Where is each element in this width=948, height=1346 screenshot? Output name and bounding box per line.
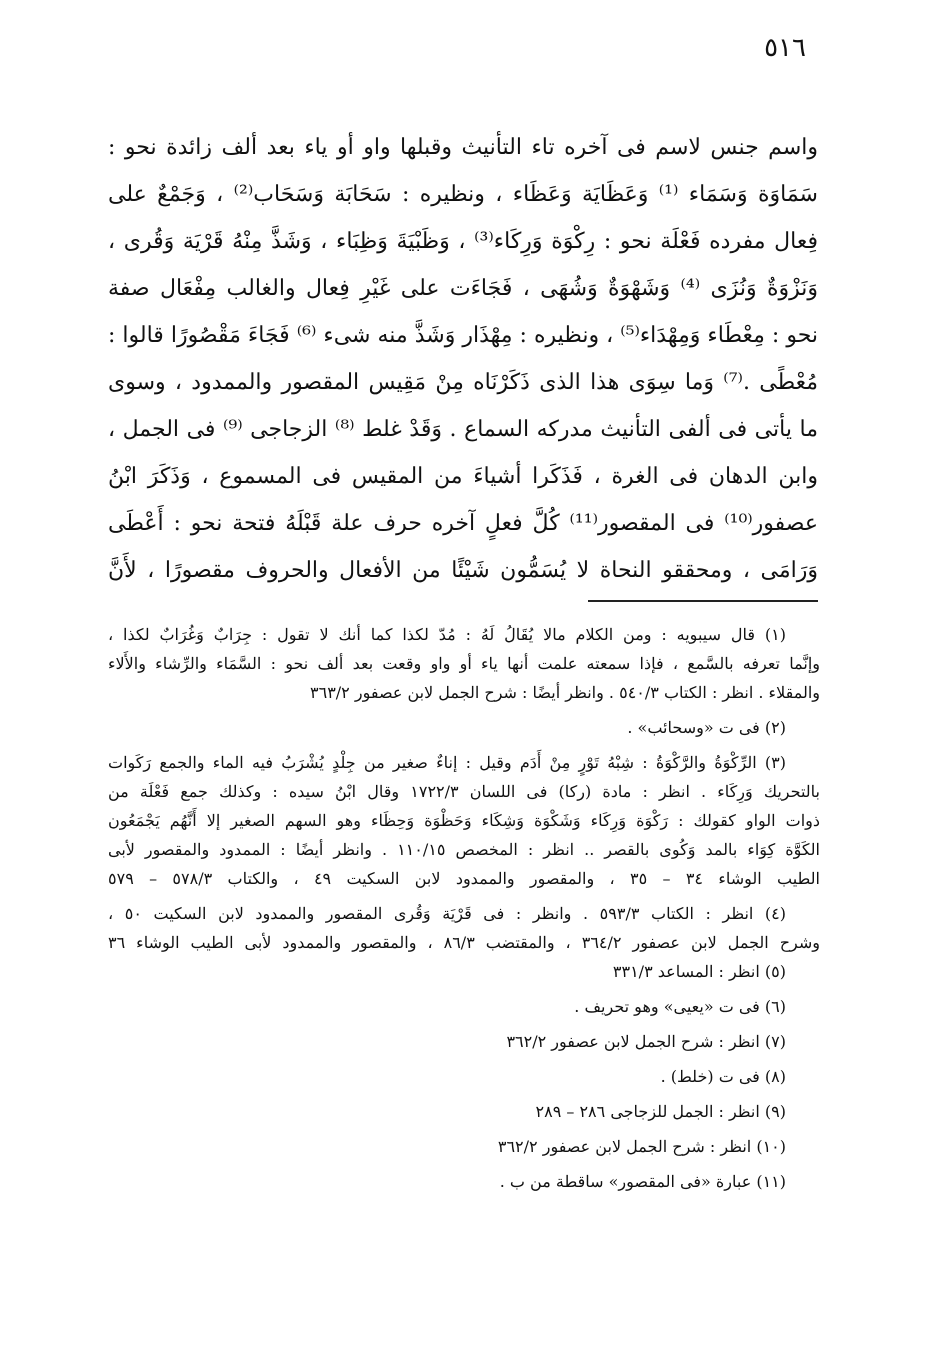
footnote-line: والمقلاء . انظر : الكتاب ٥٤٠/٣ . وانظر أيضًا : شرح الجمل لابن عصفور ٣٦٣/٢ [310, 683, 820, 702]
main-text [108, 124, 818, 594]
main-text-line: وَرَامَى ، ومحققو النحاة لا يُسَمُّون شَيْئًا من الأفعال والحروف مقصورًا ، لأَنَّ [108, 558, 818, 583]
footnote-1 [108, 620, 820, 707]
footnote-line: ذوات الواو كقولك : رَكْوَة وَرِكَاء وَشَكْوَة وَشِكَاء وَحَظْوَة وَحِظَاء وهو السهم الصغير إلا أَنَّهُم يَجْمَعُون [108, 811, 820, 830]
footnote-line: وإنَّما تعرفه بالسَّمع ، فإذا سمعته علمت أنها ياء أو واو وقعت بعد ألف نحو : السَّمَاء والرِّشاء والأَلاء [108, 654, 820, 673]
main-text-line: واسم جنس لاسم فى آخره تاء التأنيث وقبلها واو أو ياء بعد ألف زائدة نحو : [108, 135, 818, 160]
footnote-3 [108, 748, 820, 893]
footnote-line: (١) قال سيبويه : ومن الكلام مالا يُقَالُ لَهُ : مُدّ لكذا كما أنك لا تقول : جِرَابٌ وَغُرَابٌ لكذا ، [108, 625, 786, 644]
footnote-line: بالتحريك وَرِكَاء . انظر : مادة (ركا) فى اللسان ١٧٢٢/٣ وقال ابْنُ سيده : وكذلك جمع فَعْلَة من [108, 782, 820, 801]
footnote-7 [108, 1027, 820, 1056]
main-text-line: عصفور⁽¹⁰⁾ فى المقصور⁽¹¹⁾ كُلَّ فعلٍ آخره حرف علة قَبْلَهُ فتحة نحو : أَعْطَى [108, 511, 818, 536]
footnote-11 [108, 1167, 820, 1196]
main-text-line: مُعْطًى .⁽⁷⁾ وَما سِوَى هذا الذى ذَكَرْنَاه مِنْ مَقِيس المقصور والممدود ، وسوى [108, 370, 818, 395]
main-text-line: فِعال مفرده فَعْلَة نحو : رِكْوَة وَرِكَاء⁽³⁾ ، وَظَبْيَةَ وَظِبَاء ، وَشَذَّ مِنْهُ قَرْيَة وَقُرى ، [108, 229, 818, 254]
footnote-line: وشرح الجمل لابن عصفور ٣٦٤/٢ ، والمقتضب ٨٦/٣ ، والمقصور والممدود لأبى الطيب الوشاء ٣٦ [108, 933, 820, 952]
footnote-2 [108, 713, 820, 742]
footnote-4 [108, 899, 820, 957]
main-text-line: نحو : مِعْطَاء وَمِهْدَاء⁽⁵⁾ ، ونظيره : مِهْذَار وَشَذَّ منه شىء ⁽⁶⁾ فَجَاءَ مَقْصُورًا قالوا : [108, 323, 818, 348]
footnote-line: (٦) فى ت «يعيى» وهو تحريف . [574, 997, 786, 1016]
page-number: ٥١٦ [764, 33, 806, 63]
footnote-line: (٩) انظر : الجمل للزجاجى ٢٨٦ – ٢٨٩ [535, 1102, 786, 1121]
footnote-9 [108, 1097, 820, 1126]
footnote-line: (١١) عبارة «فى المقصور» ساقطة من ب . [499, 1172, 786, 1191]
footnote-line: الطيب الوشاء ٣٤ – ٣٥ ، والمقصور والممدود لابن السكيت ٤٩ ، والكتاب ٥٧٨/٣ – ٥٧٩ [108, 869, 820, 888]
main-text-line: سَمَاوَة وَسَمَاء ⁽¹⁾ وَعَظَايَة وَعَظَاء ، ونظيره : سَحَابَة وَسَحَاب⁽²⁾ ، وَجَمْعٌ على [108, 182, 818, 207]
footnote-line: (٣) الرِّكْوَةُ والرَّكْوَةُ : شِبْهُ تَوْرٍ مِنْ أَدَم وقيل : إناءٌ صغير من جِلْدٍ يُشْرَبُ فيه الماء والجمع رَكَوات [108, 753, 786, 772]
footnote-line: الكَوَّة كِوَاء بالمد وَكُوى بالقصر .. انظر : المخصص ١١٠/١٥ . وانظر أيضًا : الممدود والمقصور لأبى [108, 840, 820, 859]
footnote-line: (٢) فى ت «وسحائب» . [627, 718, 786, 737]
footnote-5 [108, 957, 820, 986]
footnote-6 [108, 992, 820, 1021]
footnote-line: (٥) انظر : المساعد ٣٣١/٣ [612, 962, 786, 981]
main-text-line: وابن الدهان فى الغرة ، فَذَكَرا أشياءَ من المقيس فى المسموع ، وَذَكَرَ ابْنُ [108, 464, 818, 489]
footnote-8 [108, 1062, 820, 1091]
main-text-line: ما يأتى فى ألفى التأنيث مدركه السماع . وَقَدْ غلط ⁽⁸⁾ الزجاجى ⁽⁹⁾ فى الجمل ، [108, 417, 818, 442]
footnote-line: (١٠) انظر : شرح الجمل لابن عصفور ٣٦٢/٢ [497, 1137, 786, 1156]
footnote-separator [588, 600, 818, 602]
footnotes [108, 620, 820, 1196]
footnote-line: (٧) انظر : شرح الجمل لابن عصفور ٣٦٢/٢ [506, 1032, 786, 1051]
footnote-10 [108, 1132, 820, 1161]
footnote-line: (٤) انظر : الكتاب ٥٩٣/٣ . وانظر : فى قَرْيَة وَقُرى المقصور والممدود لابن السكيت ٥٠ ، [108, 904, 787, 923]
footnote-line: (٨) فى ت (خلط) . [660, 1067, 786, 1086]
main-text-line: وَنَزْوَةٌ وَنُزَى ⁽⁴⁾ وَشَهْوَةٌ وَشُهَى ، فَجَاءَت على غَيْرِ فِعال والغالب مِفْعَال صفة [108, 276, 818, 301]
